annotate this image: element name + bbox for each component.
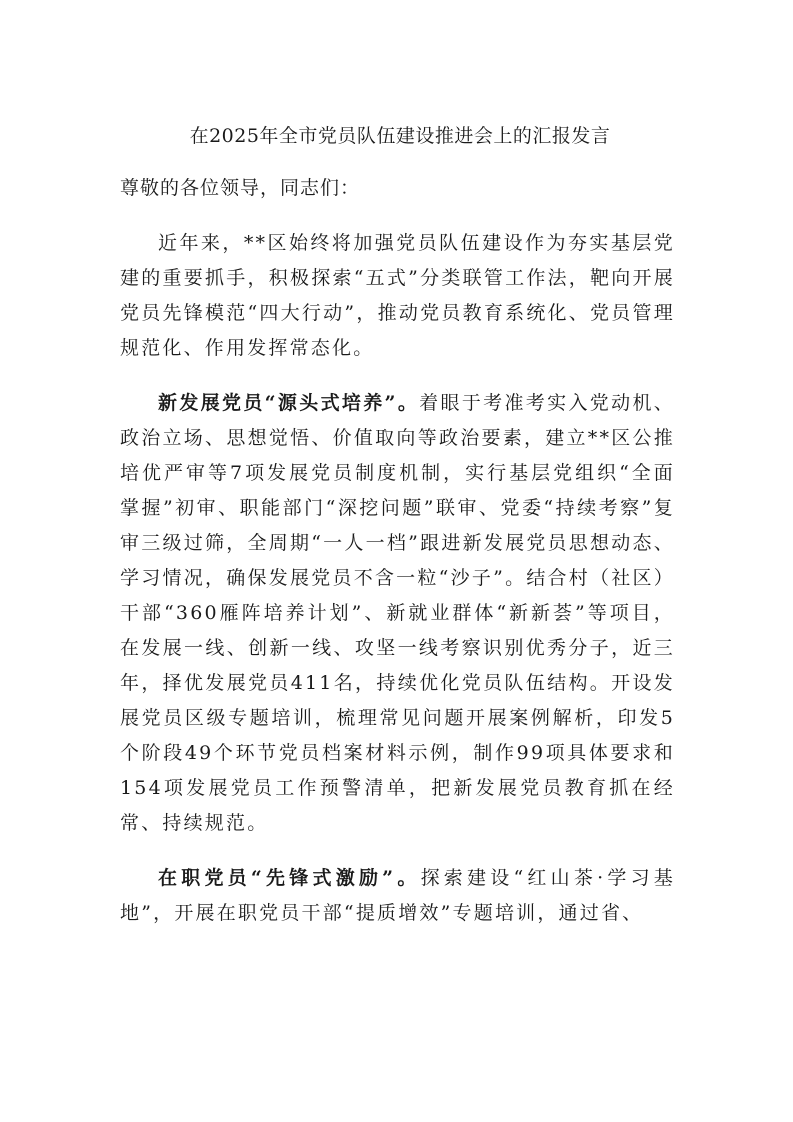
paragraph-heading: 新发展党员“源头式培养”。 bbox=[158, 392, 420, 414]
paragraph-text: 近年来，**区始终将加强党员队伍建设作为夯实基层党建的重要抓手，积极探索“五式”分类联管工作法，靶向开展党员先锋模范“四大行动”，推动党员教育系统化、党员管理规范化、作用发挥常态化。 bbox=[120, 232, 675, 359]
paragraph-in-service-members bbox=[120, 861, 675, 931]
salutation: 尊敬的各位领导，同志们： bbox=[120, 177, 361, 199]
document-title: 在2025年全市党员队伍建设推进会上的汇报发言 bbox=[189, 125, 611, 147]
paragraph-heading: 在职党员“先锋式激励”。 bbox=[158, 867, 421, 889]
document-body bbox=[120, 226, 675, 931]
paragraph-text: 探索建设“红山茶·学习基地”，开展在职党员干部“提质增效”专题培训，通过省、 bbox=[120, 867, 675, 924]
paragraph-new-members bbox=[120, 386, 675, 841]
paragraph-text: 着眼于考准考实入党动机、政治立场、思想觉悟、价值取向等政治要素，建立**区公推培优严审等7项发展党员制度机制，实行基层党组织“全面掌握”初审、职能部门“深挖问题”联审、党委“持续考察”复审三级过筛，全周期“一人一档”跟进新发展党员思想动态、学习情况，确保发展党员不含一粒“沙子”。结合村（社区）干部“360雁阵培养计划”、新就业群体“新新荟”等项目，在发展一线、创新一线、攻坚一线考察识别优秀分子，近三年，择优发展党员411名，持续优化党员队伍结构。开设发展党员区级专题培训，梳理常见问题开展案例解析，印发5个阶段49个环节党员档案材料示例，制作99项具体要求和154项发展党员工作预警清单，把新发展党员教育抓在经常、持续规范。 bbox=[120, 392, 675, 834]
paragraph-intro bbox=[120, 226, 675, 366]
